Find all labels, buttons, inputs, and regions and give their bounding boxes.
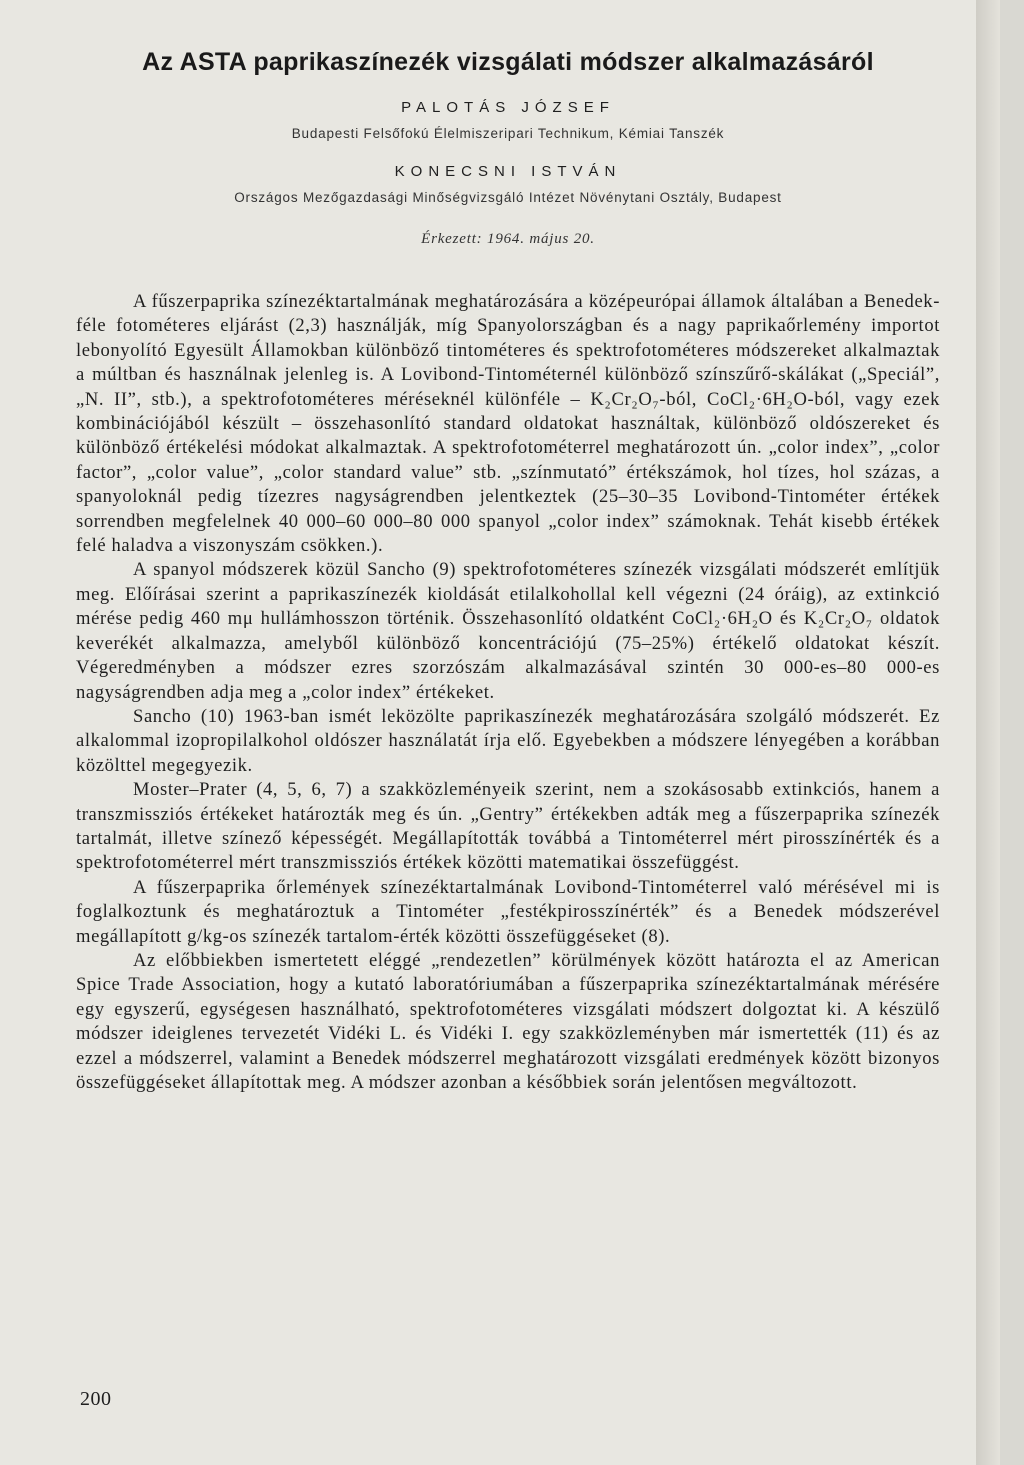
article-body [76, 290, 940, 1095]
body-paragraph: Sancho (10) 1963-ban ismét leközölte paprikaszínezék meghatározására szolgáló módszerét. Ez alkalommal izopropilalkohol oldószer használatát írja elő. Egyebekben a módszere lényegében a korábban közölttel megegyezik. [76, 705, 940, 776]
page-number: 200 [80, 1388, 112, 1410]
author-affiliation: Budapesti Felsőfokú Élelmiszeripari Technikum, Kémiai Tanszék [291, 126, 725, 141]
author-affiliation: Országos Mezőgazdasági Minőségvizsgáló Intézet Növénytani Osztály, Budapest [234, 190, 782, 205]
page-edge [976, 0, 1000, 1465]
body-paragraph: Moster–Prater (4, 5, 6, 7) a szakközleményeik szerint, nem a szokásosabb extinkciós, hanem a transzmissziós értékeket határozták meg és ún. „Gentry” értékekben adták meg a fűszerpaprika színezék tartalmát, illetve színező képességét. Megállapították továbbá a Tintométerrel mért pirosszínérték és a spektrofotométerrel mért transzmissziós értékek közötti matematikai összefüggést. [76, 779, 940, 874]
body-paragraph: Az előbbiekben ismertetett eléggé „rendezetlen” körülmények között határozta el az American Spice Trade Association, hogy a kutató laboratóriumában a fűszerpaprika színezéktartalmának mérésére egy egyszerű, egységesen használható, spektrofotométeres vizsgálati módszert dolgoztat ki. A készülő módszer ideiglenes tervezetét Vidéki L. és Vidéki I. egy szakközleményben már ismertették (11) és az ezzel a módszerrel, valamint a Benedek módszerrel meghatározott vizsgálati eredmények között bizonyos összefüggéseket állapítottak meg. A módszer azonban a későbbiek során jelentősen megváltozott. [76, 949, 940, 1093]
body-paragraph: A fűszerpaprika színezéktartalmának meghatározására a középeurópai államok általában a Benedek-féle fotométeres eljárást (2,3) használják, míg Spanyolországban és a nagy paprikaőrlemény importot lebonyolító Egyesült Államokban különböző tintométeres és spektrofotométeres módszereket alkalmaztak a múltban és használnak jelenleg is. A Lovibond-Tintométernél különböző színszűrő-skálákat („Speciál”, „N. II”, stb.), a spektrofotométeres méréseknél különféle – K₂Cr₂O₇-ból, CoCl₂·6H₂O-ból, vagy ezek kombinációjából készült – összehasonlító standard oldatokat használtak, különböző oldószereket és különböző értékelési módokat alkalmaztak. A spektrofotométerrel meghatározott ún. „color index”, „color factor”, „color value”, „color standard value” stb. „színmutató” értékszámok, hol tízes, hol százas, a spanyoloknál pedig tízezres nagyságrendben jelentkeztek (25–30–35 Lovibond-Tintométer értékek sorrendben megfelelnek 40 000–60 000–80 000 spanyol „color index” számoknak. Tehát kisebb értékek felé haladva a viszonyszám csökken.). [76, 291, 940, 557]
body-paragraph: A spanyol módszerek közül Sancho (9) spektrofotométeres színezék vizsgálati módszerét említjük meg. Előírásai szerint a paprikaszínezék kioldását etilalkohollal kell végezni (24 óráig), az extinkció mérése pedig 460 mμ hullámhosszon történik. Összehasonlító oldatként CoCl₂·6H₂O és K₂Cr₂O₇ oldatok keverékét alkalmazza, amelyből különböző koncentrációjú (75–25%) értékelő oldatokat készít. Végeredményben a módszer ezres szorzószám alkalmazásával szintén 30 000-es–80 000-es nagyságrendben adja meg a „color index” értékeket. [76, 559, 940, 703]
author-name: KONECSNI ISTVÁN [394, 163, 622, 180]
received-date: Érkezett: 1964. május 20. [421, 231, 595, 247]
article-title: Az ASTA paprikaszínezék vizsgálati módszer alkalmazásáról [142, 48, 874, 76]
body-paragraph: A fűszerpaprika őrlemények színezéktartalmának Lovibond-Tintométerrel való mérésével mi is foglalkoztunk és meghatároztuk a Tintométer „festékpirosszínérték” és a Benedek módszerével megállapított g/kg-os színezék tartalom-érték közötti összefüggéseket (8). [76, 876, 940, 947]
author-name: PALOTÁS JÓZSEF [401, 99, 615, 116]
